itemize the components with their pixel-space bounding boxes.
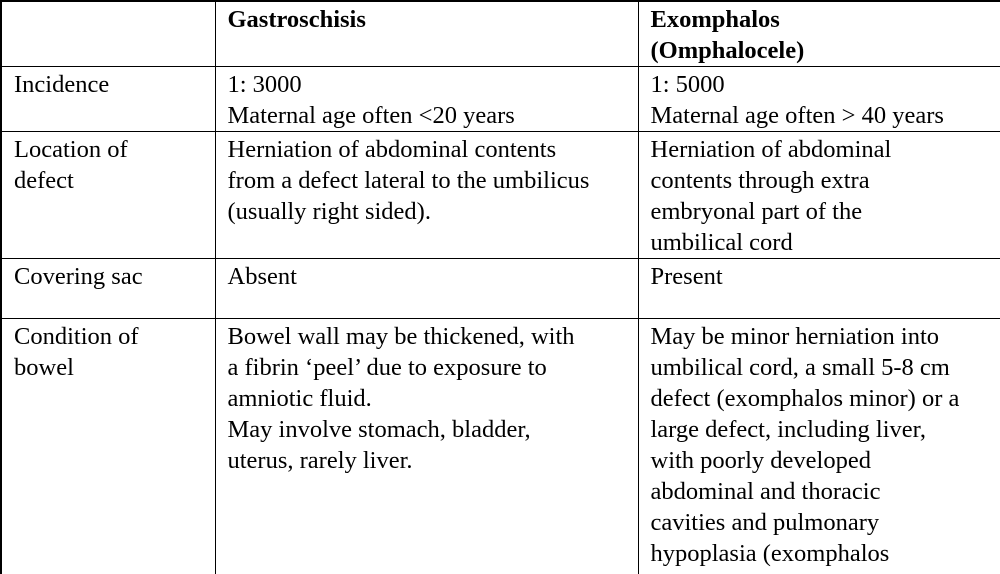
cell-line: uterus, rarely liver. bbox=[228, 445, 638, 476]
cell-line: umbilical cord bbox=[651, 227, 1000, 258]
cell-line: Absent bbox=[228, 261, 638, 292]
gastroschisis-cell bbox=[215, 319, 638, 574]
row-label-cell bbox=[1, 67, 215, 132]
row-label: Location of bbox=[14, 134, 215, 165]
cell-line: May involve stomach, bladder, bbox=[228, 414, 638, 445]
table-row-incidence bbox=[1, 67, 1000, 132]
row-label-cell bbox=[1, 319, 215, 574]
row-label: Covering sac bbox=[14, 261, 215, 292]
cell-line: cavities and pulmonary bbox=[651, 507, 1000, 538]
cell-line: contents through extra bbox=[651, 165, 1000, 196]
cell-line: umbilical cord, a small 5-8 cm bbox=[651, 352, 1000, 383]
cell-line: May be minor herniation into bbox=[651, 321, 1000, 352]
cell-line: Maternal age often <20 years bbox=[228, 100, 638, 131]
header-text-line: (Omphalocele) bbox=[651, 35, 1000, 66]
cell-line: large defect, including liver, bbox=[651, 414, 1000, 445]
row-label-cell bbox=[1, 132, 215, 259]
row-label: Condition of bbox=[14, 321, 215, 352]
cell-line: (usually right sided). bbox=[228, 196, 638, 227]
cell-line: Present bbox=[651, 261, 1000, 292]
cell-line: 1: 3000 bbox=[228, 69, 638, 100]
exomphalos-cell bbox=[638, 132, 1000, 259]
cell-line: from a defect lateral to the umbilicus bbox=[228, 165, 638, 196]
cell-line: with poorly developed bbox=[651, 445, 1000, 476]
row-label: defect bbox=[14, 165, 215, 196]
table-row-location bbox=[1, 132, 1000, 259]
cell-line: Herniation of abdominal contents bbox=[228, 134, 638, 165]
row-label-cell bbox=[1, 259, 215, 319]
row-label: Incidence bbox=[14, 69, 215, 100]
row-label: bowel bbox=[14, 352, 215, 383]
header-text-line: Exomphalos bbox=[651, 4, 1000, 35]
cell-line: defect (exomphalos minor) or a bbox=[651, 383, 1000, 414]
cell-line: embryonal part of the bbox=[651, 196, 1000, 227]
cell-line: 1: 5000 bbox=[651, 69, 1000, 100]
header-cell-empty bbox=[1, 1, 215, 67]
header-gastroschisis bbox=[215, 1, 638, 67]
exomphalos-cell bbox=[638, 67, 1000, 132]
cell-line: Herniation of abdominal bbox=[651, 134, 1000, 165]
cell-line: abdominal and thoracic bbox=[651, 476, 1000, 507]
header-text: Gastroschisis bbox=[228, 4, 638, 35]
gastroschisis-cell bbox=[215, 259, 638, 319]
cell-line: Bowel wall may be thickened, with bbox=[228, 321, 638, 352]
cell-line: Maternal age often > 40 years bbox=[651, 100, 1000, 131]
gastroschisis-cell bbox=[215, 132, 638, 259]
gastroschisis-cell bbox=[215, 67, 638, 132]
exomphalos-cell bbox=[638, 319, 1000, 574]
header-row bbox=[1, 1, 1000, 67]
exomphalos-cell bbox=[638, 259, 1000, 319]
cell-line: a fibrin ‘peel’ due to exposure to bbox=[228, 352, 638, 383]
cell-line: amniotic fluid. bbox=[228, 383, 638, 414]
table-row-covering-sac bbox=[1, 259, 1000, 319]
header-exomphalos bbox=[638, 1, 1000, 67]
table-row-condition bbox=[1, 319, 1000, 574]
cell-line: hypoplasia (exomphalos bbox=[651, 538, 1000, 569]
